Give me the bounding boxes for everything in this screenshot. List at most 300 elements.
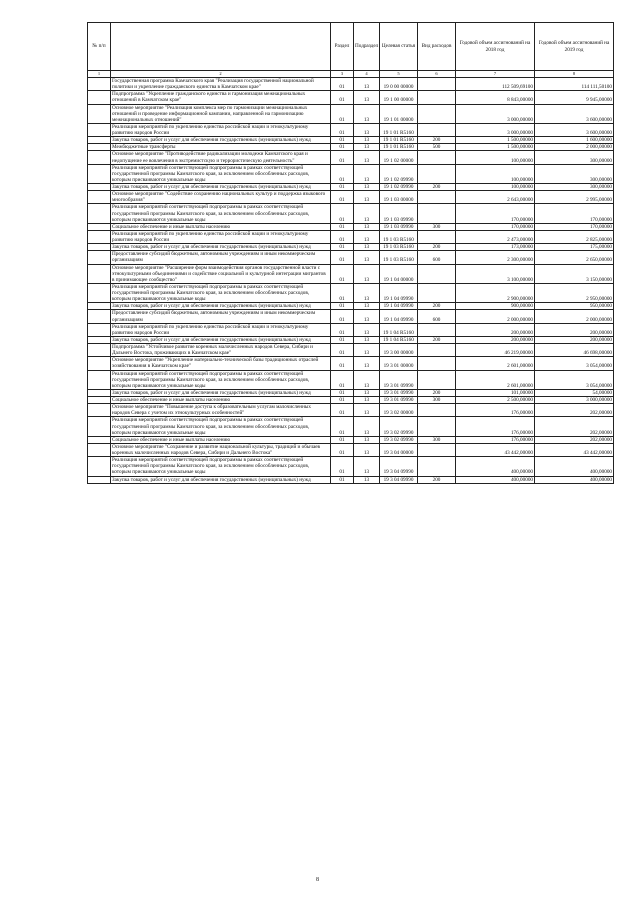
- table-row: [88, 191, 614, 204]
- table-row: [88, 443, 614, 456]
- row-name-cell: Подпрограмма "Устойчивое развитие коренных малочисленных народов Севера, Сибири и Дальнего Востока, проживающих в Камчатском крае": [111, 344, 331, 357]
- row-target-cell: 19 3 04 00000: [380, 443, 418, 456]
- header-name: [111, 23, 331, 71]
- table-row: [88, 404, 614, 417]
- row-type-cell: [418, 104, 456, 123]
- row-2019-cell: 3 600,00000: [535, 104, 614, 123]
- row-number-cell: [88, 283, 111, 302]
- row-target-cell: 19 3 04 09990: [380, 457, 418, 476]
- header-2018: Годовой объем ассигнований на 2018 год: [456, 23, 535, 71]
- header-expense-type: Вид расходов: [418, 23, 456, 71]
- row-type-cell: [418, 151, 456, 164]
- column-number: 3: [331, 71, 354, 78]
- row-subsection-cell: 13: [354, 344, 380, 357]
- row-type-cell: [418, 417, 456, 436]
- row-section-cell: 01: [331, 303, 354, 310]
- row-2018-cell: 170,00000: [456, 204, 535, 223]
- row-subsection-cell: 13: [354, 303, 380, 310]
- column-number: 4: [354, 71, 380, 78]
- table-row: [88, 230, 614, 243]
- table-row: [88, 78, 614, 91]
- row-type-cell: [418, 230, 456, 243]
- row-type-cell: 200: [418, 389, 456, 396]
- row-type-cell: 300: [418, 436, 456, 443]
- row-subsection-cell: 13: [354, 191, 380, 204]
- row-subsection-cell: 13: [354, 404, 380, 417]
- row-name-cell: Закупка товаров, работ и услуг для обеспечения государственных (муниципальных) нужд: [111, 389, 331, 396]
- row-section-cell: 01: [331, 137, 354, 144]
- row-section-cell: 01: [331, 230, 354, 243]
- row-type-cell: 200: [418, 476, 456, 483]
- row-2018-cell: 2 900,00000: [456, 283, 535, 302]
- row-subsection-cell: 13: [354, 164, 380, 183]
- table-row: [88, 164, 614, 183]
- row-section-cell: 01: [331, 78, 354, 91]
- table-row: [88, 310, 614, 323]
- row-2018-cell: 2 601,00000: [456, 357, 535, 370]
- row-target-cell: 19 1 02 09990: [380, 164, 418, 183]
- row-2018-cell: 2 300,00000: [456, 251, 535, 264]
- row-target-cell: 19 1 03 R5160: [380, 230, 418, 243]
- row-number-cell: [88, 230, 111, 243]
- row-name-cell: Реализация мероприятий соответствующей подпрограммы в рамках соответствующей государственной программы Камчатского края, за исключением обособленных расходов, которым присваиваются уникальные коды: [111, 417, 331, 436]
- row-section-cell: 01: [331, 91, 354, 104]
- row-name-cell: Реализация мероприятий соответствующей подпрограммы в рамках соответствующей государственной программы Камчатского края, за исключением обособленных расходов, которым присваиваются уникальные коды: [111, 370, 331, 389]
- row-subsection-cell: 13: [354, 251, 380, 264]
- row-name-cell: Реализация мероприятий соответствующей подпрограммы в рамках соответствующей государственной программы Камчатского края, за исключением обособленных расходов, которым присваиваются уникальные коды: [111, 164, 331, 183]
- row-subsection-cell: 13: [354, 310, 380, 323]
- row-section-cell: 01: [331, 251, 354, 264]
- table-row: [88, 417, 614, 436]
- row-section-cell: 01: [331, 104, 354, 123]
- row-number-cell: [88, 357, 111, 370]
- column-number: 2: [111, 71, 331, 78]
- row-2018-cell: 101,00000: [456, 389, 535, 396]
- row-section-cell: 01: [331, 457, 354, 476]
- table-row: [88, 436, 614, 443]
- row-2019-cell: 300,00000: [535, 164, 614, 183]
- row-type-cell: 200: [418, 303, 456, 310]
- row-number-cell: [88, 370, 111, 389]
- row-2018-cell: 176,00000: [456, 417, 535, 436]
- row-2018-cell: 3 000,00000: [456, 104, 535, 123]
- row-section-cell: 01: [331, 151, 354, 164]
- row-2018-cell: 100,00000: [456, 151, 535, 164]
- row-type-cell: 200: [418, 184, 456, 191]
- row-subsection-cell: 13: [354, 417, 380, 436]
- row-number-cell: [88, 144, 111, 151]
- row-2019-cell: 114 111,50100: [535, 78, 614, 91]
- row-name-cell: Основное мероприятие "Расширение форм взаимодействия органов государственной власти с этнокультурными объединениями и содействие социальной и культурной интеграции мигрантов в принимающее сообщество": [111, 264, 331, 283]
- row-target-cell: 19 1 01 R5160: [380, 123, 418, 136]
- row-target-cell: 19 1 04 09990: [380, 310, 418, 323]
- row-section-cell: 01: [331, 397, 354, 404]
- row-2019-cell: 950,00000: [535, 303, 614, 310]
- row-target-cell: 19 1 03 R5160: [380, 251, 418, 264]
- column-number: 5: [380, 71, 418, 78]
- row-target-cell: 19 1 04 09990: [380, 303, 418, 310]
- row-number-cell: [88, 303, 111, 310]
- row-2018-cell: 2 500,00000: [456, 397, 535, 404]
- table-row: [88, 251, 614, 264]
- table-row: [88, 344, 614, 357]
- row-section-cell: 01: [331, 123, 354, 136]
- row-2019-cell: 9 945,00000: [535, 91, 614, 104]
- row-2019-cell: 170,00000: [535, 223, 614, 230]
- row-2018-cell: 400,00000: [456, 476, 535, 483]
- row-target-cell: 19 1 04 00000: [380, 264, 418, 283]
- row-number-cell: [88, 251, 111, 264]
- row-number-cell: [88, 264, 111, 283]
- row-number-cell: [88, 104, 111, 123]
- row-name-cell: Основное мероприятие "Противодействие радикализации молодежи Камчатского края и недопущение ее вовлечения в экстремистскую и террористическую деятельность": [111, 151, 331, 164]
- budget-table: [87, 22, 614, 484]
- row-name-cell: Предоставление субсидий бюджетным, автономным учреждениям и иным некоммерческим организациям: [111, 310, 331, 323]
- row-2018-cell: 100,00000: [456, 164, 535, 183]
- row-name-cell: Реализация мероприятий соответствующей подпрограммы в рамках соответствующей государственной программы Камчатского края, за исключением обособленных расходов, которым присваиваются уникальные коды: [111, 204, 331, 223]
- row-2019-cell: 1 600,00000: [535, 137, 614, 144]
- row-name-cell: Социальное обеспечение и иные выплаты населению: [111, 223, 331, 230]
- row-subsection-cell: 13: [354, 457, 380, 476]
- row-name-cell: Социальное обеспечение и иные выплаты населению: [111, 436, 331, 443]
- row-target-cell: 19 3 04 09990: [380, 476, 418, 483]
- header-number: № п/п: [88, 23, 111, 71]
- row-number-cell: [88, 191, 111, 204]
- row-type-cell: [418, 457, 456, 476]
- row-subsection-cell: 13: [354, 144, 380, 151]
- row-target-cell: 19 3 02 09990: [380, 417, 418, 436]
- row-2019-cell: 400,00000: [535, 476, 614, 483]
- row-2018-cell: 3 000,00000: [456, 123, 535, 136]
- row-2019-cell: 2 000,00000: [535, 310, 614, 323]
- row-subsection-cell: 13: [354, 230, 380, 243]
- row-subsection-cell: 13: [354, 476, 380, 483]
- row-2018-cell: 900,00000: [456, 303, 535, 310]
- row-subsection-cell: 13: [354, 283, 380, 302]
- row-target-cell: 19 3 01 00000: [380, 357, 418, 370]
- row-name-cell: Основное мероприятие "Укрепление материально-технической базы традиционных отраслей хозяйствования в Камчатском крае": [111, 357, 331, 370]
- row-target-cell: 19 1 02 00000: [380, 151, 418, 164]
- row-2019-cell: 3 054,00000: [535, 357, 614, 370]
- row-2018-cell: 43 442,00000: [456, 443, 535, 456]
- header-row: [88, 23, 614, 71]
- table-row: [88, 244, 614, 251]
- row-type-cell: [418, 123, 456, 136]
- table-row: [88, 123, 614, 136]
- row-2018-cell: 100,00000: [456, 184, 535, 191]
- table-row: [88, 397, 614, 404]
- row-name-cell: Межбюджетные трансферты: [111, 144, 331, 151]
- row-target-cell: 19 3 01 09990: [380, 370, 418, 389]
- row-name-cell: Основное мероприятие "Реализация комплекса мер по гармонизации межнациональных отношений и проведение информационной кампании, направленной на гармонизацию межнациональных отношений": [111, 104, 331, 123]
- row-type-cell: [418, 323, 456, 336]
- table-row: [88, 370, 614, 389]
- row-type-cell: [418, 164, 456, 183]
- table-row: [88, 336, 614, 343]
- row-2019-cell: 43 442,00000: [535, 443, 614, 456]
- row-target-cell: 19 1 04 R5160: [380, 336, 418, 343]
- table-row: [88, 457, 614, 476]
- row-number-cell: [88, 78, 111, 91]
- row-type-cell: [418, 404, 456, 417]
- row-number-cell: [88, 204, 111, 223]
- row-2019-cell: 300,00000: [535, 151, 614, 164]
- row-2018-cell: 400,00000: [456, 457, 535, 476]
- row-subsection-cell: 13: [354, 151, 380, 164]
- row-2019-cell: 3 600,00000: [535, 123, 614, 136]
- table-row: [88, 184, 614, 191]
- row-name-cell: Реализация мероприятий соответствующей подпрограммы в рамках соответствующей государственной программы Камчатского края, за исключением обособленных расходов, которым присваиваются уникальные коды: [111, 283, 331, 302]
- table-row: [88, 137, 614, 144]
- row-2018-cell: 2 473,00000: [456, 230, 535, 243]
- row-number-cell: [88, 244, 111, 251]
- row-2018-cell: 200,00000: [456, 336, 535, 343]
- row-name-cell: Государственная программа Камчатского края "Реализация государственной национальной политики и укрепление гражданского единства в Камчатском крае": [111, 78, 331, 91]
- row-section-cell: 01: [331, 436, 354, 443]
- row-2019-cell: 2 650,00000: [535, 251, 614, 264]
- row-target-cell: 19 1 01 R5160: [380, 144, 418, 151]
- row-subsection-cell: 13: [354, 436, 380, 443]
- row-2018-cell: 176,00000: [456, 404, 535, 417]
- row-2019-cell: 2 950,00000: [535, 283, 614, 302]
- row-2019-cell: 400,00000: [535, 457, 614, 476]
- row-2018-cell: 173,00000: [456, 244, 535, 251]
- row-2019-cell: 3 054,00000: [535, 370, 614, 389]
- row-2019-cell: 200,00000: [535, 336, 614, 343]
- row-section-cell: 01: [331, 417, 354, 436]
- table-body: [88, 78, 614, 484]
- row-2019-cell: 200,00000: [535, 323, 614, 336]
- row-subsection-cell: 13: [354, 204, 380, 223]
- row-2018-cell: 2 000,00000: [456, 310, 535, 323]
- row-section-cell: 01: [331, 144, 354, 151]
- row-subsection-cell: 13: [354, 397, 380, 404]
- row-subsection-cell: 13: [354, 244, 380, 251]
- row-name-cell: Закупка товаров, работ и услуг для обеспечения государственных (муниципальных) нужд: [111, 244, 331, 251]
- row-target-cell: 19 3 02 09990: [380, 436, 418, 443]
- row-number-cell: [88, 151, 111, 164]
- row-2019-cell: 202,00000: [535, 436, 614, 443]
- row-number-cell: [88, 389, 111, 396]
- row-type-cell: [418, 344, 456, 357]
- row-name-cell: Реализация мероприятий соответствующей подпрограммы в рамках соответствующей государственной программы Камчатского края, за исключением обособленных расходов, которым присваиваются уникальные коды: [111, 457, 331, 476]
- row-section-cell: 01: [331, 370, 354, 389]
- table-row: [88, 323, 614, 336]
- row-2019-cell: 170,00000: [535, 204, 614, 223]
- row-subsection-cell: 13: [354, 443, 380, 456]
- row-2018-cell: 2 643,00000: [456, 191, 535, 204]
- row-number-cell: [88, 404, 111, 417]
- row-number-cell: [88, 164, 111, 183]
- row-subsection-cell: 13: [354, 137, 380, 144]
- row-target-cell: 19 1 02 09990: [380, 184, 418, 191]
- row-name-cell: Основное мероприятие "Повышение доступа к образовательным услугам малочисленных народов Севера с учетом их этнокультурных особенностей": [111, 404, 331, 417]
- column-number: 1: [88, 71, 111, 78]
- row-number-cell: [88, 397, 111, 404]
- row-2019-cell: 300,00000: [535, 184, 614, 191]
- row-subsection-cell: 13: [354, 323, 380, 336]
- row-name-cell: Предоставление субсидий бюджетным, автономным учреждениям и иным некоммерческим организациям: [111, 251, 331, 264]
- row-2018-cell: 8 843,00000: [456, 91, 535, 104]
- row-section-cell: 01: [331, 223, 354, 230]
- row-subsection-cell: 13: [354, 336, 380, 343]
- table-row: [88, 476, 614, 483]
- row-name-cell: Закупка товаров, работ и услуг для обеспечения государственных (муниципальных) нужд: [111, 137, 331, 144]
- row-number-cell: [88, 457, 111, 476]
- row-type-cell: 200: [418, 137, 456, 144]
- row-type-cell: 600: [418, 251, 456, 264]
- row-type-cell: [418, 91, 456, 104]
- row-2018-cell: 112 509,69100: [456, 78, 535, 91]
- row-name-cell: Реализация мероприятий по укреплению единства российской нации и этнокультурному развитию народов России: [111, 323, 331, 336]
- table-row: [88, 151, 614, 164]
- row-2019-cell: 2 825,00000: [535, 230, 614, 243]
- row-number-cell: [88, 443, 111, 456]
- row-target-cell: 19 3 00 00000: [380, 344, 418, 357]
- row-section-cell: 01: [331, 310, 354, 323]
- row-target-cell: 19 3 01 09990: [380, 397, 418, 404]
- row-type-cell: [418, 204, 456, 223]
- row-section-cell: 01: [331, 476, 354, 483]
- row-section-cell: 01: [331, 244, 354, 251]
- row-number-cell: [88, 336, 111, 343]
- row-number-cell: [88, 223, 111, 230]
- row-section-cell: 01: [331, 191, 354, 204]
- row-target-cell: 19 1 01 00000: [380, 104, 418, 123]
- row-type-cell: [418, 264, 456, 283]
- row-subsection-cell: 13: [354, 91, 380, 104]
- row-type-cell: 300: [418, 397, 456, 404]
- table-row: [88, 357, 614, 370]
- row-number-cell: [88, 344, 111, 357]
- row-2019-cell: 202,00000: [535, 417, 614, 436]
- row-target-cell: 19 3 01 09990: [380, 389, 418, 396]
- row-number-cell: [88, 184, 111, 191]
- header-2019: Годовой объем ассигнований на 2019 год: [535, 23, 614, 71]
- row-name-cell: Социальное обеспечение и иные выплаты населению: [111, 397, 331, 404]
- row-section-cell: 01: [331, 344, 354, 357]
- column-numbers-row: [88, 71, 614, 78]
- row-section-cell: 01: [331, 323, 354, 336]
- row-subsection-cell: 13: [354, 123, 380, 136]
- row-2018-cell: 1 500,00000: [456, 144, 535, 151]
- table-row: [88, 264, 614, 283]
- column-number: 8: [535, 71, 614, 78]
- row-2019-cell: 54,00000: [535, 389, 614, 396]
- row-name-cell: Реализация мероприятий по укреплению единства российской нации и этнокультурному развитию народов России: [111, 123, 331, 136]
- row-target-cell: 19 1 04 09990: [380, 283, 418, 302]
- row-subsection-cell: 13: [354, 78, 380, 91]
- row-subsection-cell: 13: [354, 389, 380, 396]
- row-section-cell: 01: [331, 264, 354, 283]
- row-section-cell: 01: [331, 184, 354, 191]
- row-target-cell: 19 3 02 00000: [380, 404, 418, 417]
- row-target-cell: 19 1 03 00000: [380, 191, 418, 204]
- row-subsection-cell: 13: [354, 357, 380, 370]
- row-subsection-cell: 13: [354, 104, 380, 123]
- header-subsection: Подраздел: [354, 23, 380, 71]
- row-target-cell: 19 1 00 00000: [380, 91, 418, 104]
- table-row: [88, 144, 614, 151]
- row-name-cell: Закупка товаров, работ и услуг для обеспечения государственных (муниципальных) нужд: [111, 476, 331, 483]
- row-name-cell: Реализация мероприятий по укреплению единства российской нации и этнокультурному развитию народов России: [111, 230, 331, 243]
- row-name-cell: Подпрограмма "Укрепление гражданского единства и гармонизация межнациональных отношений в Камчатском крае": [111, 91, 331, 104]
- row-target-cell: 19 1 01 R5160: [380, 137, 418, 144]
- row-section-cell: 01: [331, 164, 354, 183]
- row-type-cell: 200: [418, 336, 456, 343]
- row-type-cell: 500: [418, 144, 456, 151]
- row-name-cell: Основное мероприятие "Сохранение и развитие национальной культуры, традиций и обычаев коренных малочисленных народов Севера, Сибири и Дальнего Востока": [111, 443, 331, 456]
- row-2018-cell: 3 100,00000: [456, 264, 535, 283]
- table-row: [88, 204, 614, 223]
- column-number: 7: [456, 71, 535, 78]
- row-name-cell: Закупка товаров, работ и услуг для обеспечения государственных (муниципальных) нужд: [111, 303, 331, 310]
- row-section-cell: 01: [331, 283, 354, 302]
- table-row: [88, 223, 614, 230]
- row-section-cell: 01: [331, 204, 354, 223]
- row-2019-cell: 46 698,00000: [535, 344, 614, 357]
- row-number-cell: [88, 91, 111, 104]
- row-number-cell: [88, 417, 111, 436]
- row-2018-cell: 170,00000: [456, 223, 535, 230]
- row-type-cell: [418, 443, 456, 456]
- row-2018-cell: 2 601,00000: [456, 370, 535, 389]
- table-row: [88, 104, 614, 123]
- row-number-cell: [88, 137, 111, 144]
- page-number: 8: [316, 877, 319, 883]
- row-2018-cell: 200,00000: [456, 323, 535, 336]
- row-type-cell: 600: [418, 310, 456, 323]
- row-type-cell: [418, 283, 456, 302]
- row-subsection-cell: 13: [354, 370, 380, 389]
- row-type-cell: [418, 370, 456, 389]
- table-row: [88, 283, 614, 302]
- row-number-cell: [88, 323, 111, 336]
- header-target-item: Целевая статья: [380, 23, 418, 71]
- row-2018-cell: 1 500,00000: [456, 137, 535, 144]
- row-target-cell: 19 0 00 00000: [380, 78, 418, 91]
- row-number-cell: [88, 436, 111, 443]
- row-subsection-cell: 13: [354, 223, 380, 230]
- row-2018-cell: 46 219,00000: [456, 344, 535, 357]
- row-type-cell: [418, 357, 456, 370]
- row-type-cell: [418, 191, 456, 204]
- row-section-cell: 01: [331, 443, 354, 456]
- table-row: [88, 389, 614, 396]
- header-section: Раздел: [331, 23, 354, 71]
- row-subsection-cell: 13: [354, 264, 380, 283]
- row-name-cell: Основное мероприятие "Содействие сохранению национальных культур и поддержка языкового многообразия": [111, 191, 331, 204]
- row-target-cell: 19 1 03 09990: [380, 204, 418, 223]
- row-number-cell: [88, 123, 111, 136]
- row-target-cell: 19 1 04 R5160: [380, 323, 418, 336]
- row-target-cell: 19 1 03 R5160: [380, 244, 418, 251]
- row-number-cell: [88, 476, 111, 483]
- row-2018-cell: 176,00000: [456, 436, 535, 443]
- row-section-cell: 01: [331, 404, 354, 417]
- row-2019-cell: 2 995,00000: [535, 191, 614, 204]
- column-number: 6: [418, 71, 456, 78]
- table-row: [88, 91, 614, 104]
- row-type-cell: 200: [418, 244, 456, 251]
- row-2019-cell: 2 000,00000: [535, 144, 614, 151]
- row-subsection-cell: 13: [354, 184, 380, 191]
- row-section-cell: 01: [331, 389, 354, 396]
- row-type-cell: 300: [418, 223, 456, 230]
- row-section-cell: 01: [331, 357, 354, 370]
- row-target-cell: 19 1 03 09990: [380, 223, 418, 230]
- row-number-cell: [88, 310, 111, 323]
